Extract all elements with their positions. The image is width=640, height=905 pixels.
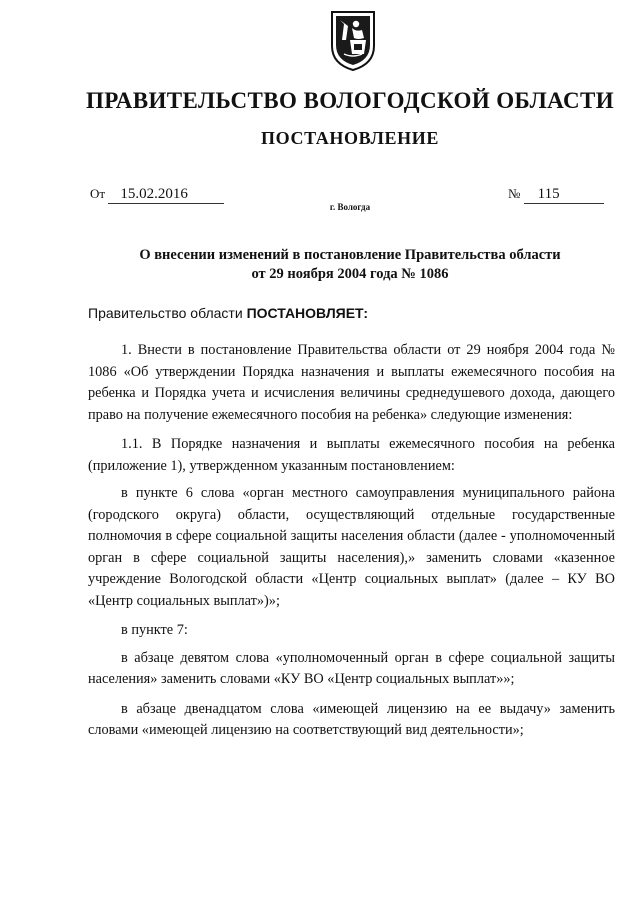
date-prefix: От: [90, 186, 106, 201]
date-value: 15.02.2016: [108, 186, 224, 204]
paragraph-1: 1. Внести в постановление Правительства области от 29 ноября 2004 года № 1086 «Об утверждении Порядка назначения и выплаты ежемесячного пособия на ребенка и Порядка учета и исчисления величины среднедушевого дохода, дающего право на получение ежемесячного пособия на ребенка» следующие изменения:: [88, 342, 615, 423]
government-title: ПРАВИТЕЛЬСТВО ВОЛОГОДСКОЙ ОБЛАСТИ: [85, 88, 615, 113]
paragraph-2: 1.1. В Порядке назначения и выплаты ежемесячного пособия на ребенка (приложение 1), утвержденном указанным постановлением:: [88, 436, 615, 474]
paragraph-6: в абзаце двенадцатом слова «имеющей лицензию на ее выдачу» заменить словами «имеющей лицензию на соответствующий вид деятельности»;: [88, 700, 615, 738]
paragraph-4: в пункте 7:: [121, 622, 188, 638]
resolution-intro: [88, 305, 368, 321]
subject-line-1: О внесении изменений в постановление Правительства области: [139, 247, 561, 263]
document-type-title: ПОСТАНОВЛЕНИЕ: [261, 128, 439, 148]
paragraph-5: в абзаце девятом слова «уполномоченный орган в сфере социальной защиты населения» заменить словами «КУ ВО «Центр социальных выплат»»;: [88, 649, 615, 687]
number-value: 115: [524, 186, 604, 204]
intro-text: Правительство области: [88, 305, 247, 321]
document-subject: [0, 246, 640, 284]
coat-of-arms-emblem: [330, 10, 376, 72]
intro-emphasis: ПОСТАНОВЛЯЕТ:: [246, 305, 369, 321]
paragraph-3: в пункте 6 слова «орган местного самоуправления муниципального района (городского округа) области, осуществляющий отдельные государственные полномочия в сфере социальной защиты населения области (далее - уполномоченный орган в сфере социальной защиты населения),» заменить словами «казенное учреждение Вологодской области «Центр социальных выплат» (далее – КУ ВО «Центр социальных выплат»)»;: [88, 485, 615, 609]
document-body: [88, 340, 615, 750]
number-prefix: №: [508, 186, 521, 201]
city-label: г. Вологда: [329, 202, 371, 212]
subject-line-2: от 29 ноября 2004 года № 1086: [251, 266, 449, 282]
